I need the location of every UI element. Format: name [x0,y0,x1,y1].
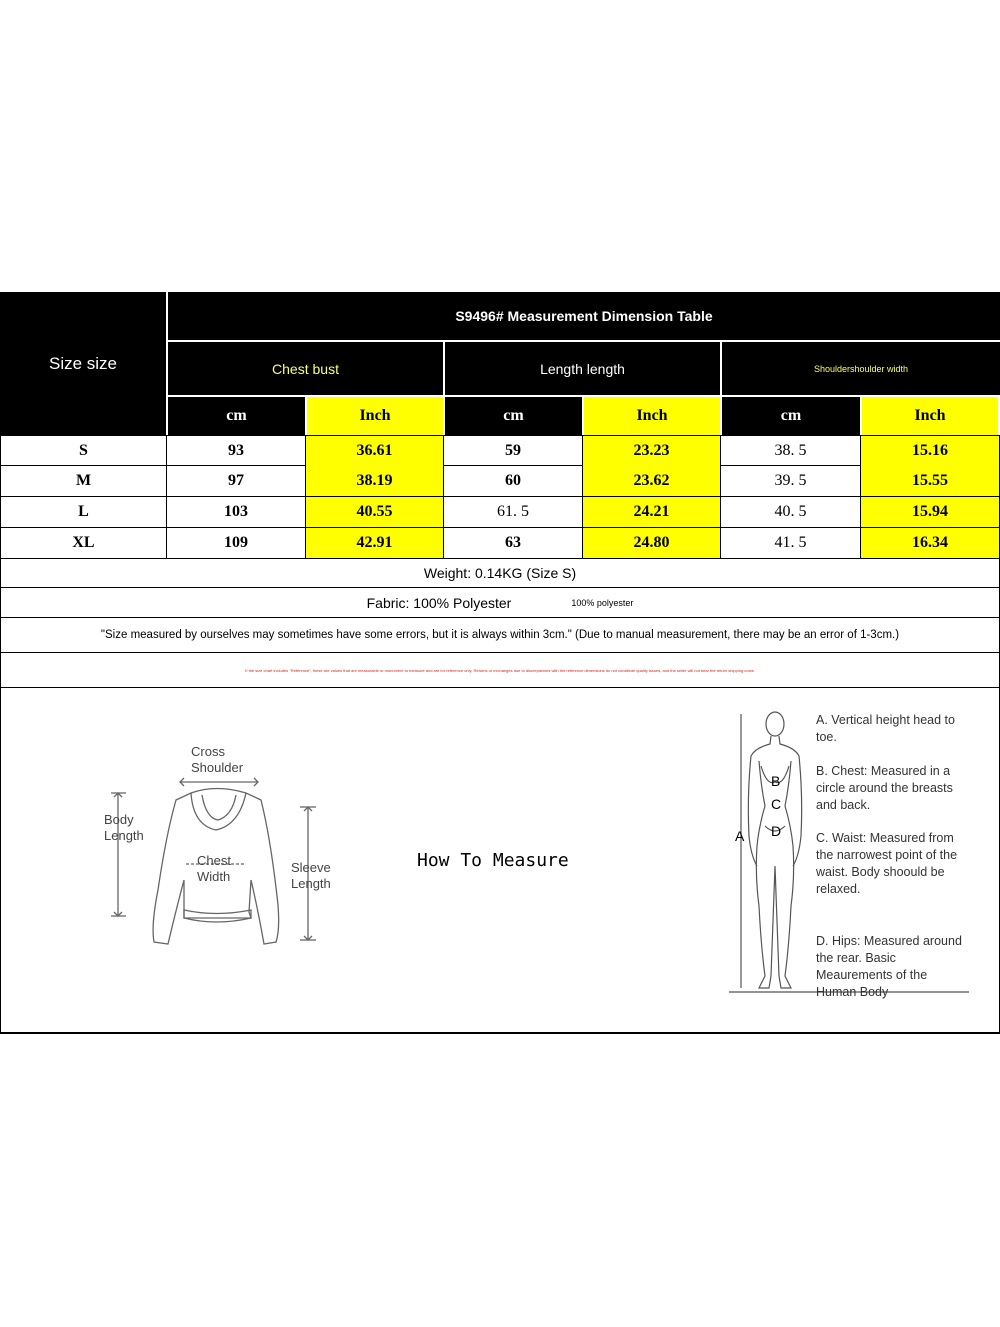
chest-cm-cell: 109 [167,528,306,558]
chest-cm-cell: 93 [167,436,306,466]
unit-inch-shoulder: Inch [862,397,998,435]
size-cell: XL [0,528,167,558]
disclaimer-row [0,618,1000,653]
how-to-measure-panel [0,688,1000,1034]
cross-shoulder-label: Cross Shoulder [191,744,244,775]
length-cm-cell: 59 [444,436,583,466]
shoulder-cm-cell: 39. 5 [721,466,861,496]
length-cm-cell: 60 [444,466,583,496]
note-a: A. Vertical height head to toe. [816,713,955,744]
unit-inch-chest: Inch [307,397,443,435]
table-row-xl [0,528,1000,559]
group-chest-header: Chest bust [168,342,443,395]
length-inch-cell: 24.21 [583,497,721,527]
chest-inch-cell: 42.91 [306,528,444,558]
unit-cm-shoulder: cm [722,397,860,435]
disclaimer-text: "Size measured by ourselves may sometimes have some errors, but it is always within 3cm." (Due to manual measurement, there may be an error of 1-3cm.) [100,629,900,641]
shoulder-cm-cell: 41. 5 [721,528,861,558]
how-to-measure-title: How To Measure [417,850,569,871]
chest-inch-cell: 38.19 [306,466,444,496]
size-column-header: Size size [0,292,166,435]
weight-row [0,559,1000,588]
note-c: C. Waist: Measured from the narrowest point of the waist. Body shoould be relaxed. [816,831,958,896]
group-shoulder-header: Shouldershoulder width [722,342,1000,395]
red-note-row [0,653,1000,688]
shoulder-inch-cell: 15.55 [861,466,1000,496]
unit-inch-length: Inch [584,397,720,435]
shoulder-cm-cell: 38. 5 [721,436,861,466]
length-inch-cell: 23.23 [583,436,721,466]
length-inch-cell: 24.80 [583,528,721,558]
marker-c: C [771,796,782,812]
size-cell: M [0,466,167,496]
size-chart [0,292,1000,1034]
unit-cm-length: cm [445,397,582,435]
chest-cm-cell: 103 [167,497,306,527]
table-row-m [0,466,1000,497]
shoulder-inch-cell: 15.94 [861,497,1000,527]
shoulder-inch-cell: 15.16 [861,436,1000,466]
red-note-text: If the size chart includes "Reference", these are values that are measurable or monument to measure and are for reference only. Returns or exchanges due to discrepancies with the reference dimensions do not constitute quality issues, and the seller will not bear the return shipping costs. [245,667,755,673]
fabric-text: Fabric: 100% Polyester [366,594,512,611]
marker-a: A [735,828,745,844]
length-inch-cell: 23.62 [583,466,721,496]
unit-cm-chest: cm [168,397,305,435]
size-cell: S [0,436,167,466]
weight-text: Weight: 0.14KG (Size S) [423,565,577,581]
sleeve-length-label: Sleeve Length [291,860,331,891]
table-row-s [0,435,1000,466]
table-title: S9496# Measurement Dimension Table [168,292,1000,340]
size-cell: L [0,497,167,527]
table-row-l [0,497,1000,528]
length-cm-cell: 61. 5 [444,497,583,527]
chest-inch-cell: 36.61 [306,436,444,466]
chest-cm-cell: 97 [167,466,306,496]
note-d: D. Hips: Measured around the rear. Basic Meaurements of the Human Body [816,934,962,999]
marker-d: D [771,823,782,839]
chest-width-label: Chest Width [197,853,231,884]
body-length-label: Body Length [104,812,144,843]
shoulder-inch-cell: 16.34 [861,528,1000,558]
shoulder-cm-cell: 40. 5 [721,497,861,527]
fabric-small-text: 100% polyester [571,597,634,608]
note-b: B. Chest: Measured in a circle around the breasts and back. [816,764,953,812]
fabric-row [0,588,1000,618]
group-length-header: Length length [445,342,720,395]
chest-inch-cell: 40.55 [306,497,444,527]
marker-b: B [771,773,781,789]
length-cm-cell: 63 [444,528,583,558]
